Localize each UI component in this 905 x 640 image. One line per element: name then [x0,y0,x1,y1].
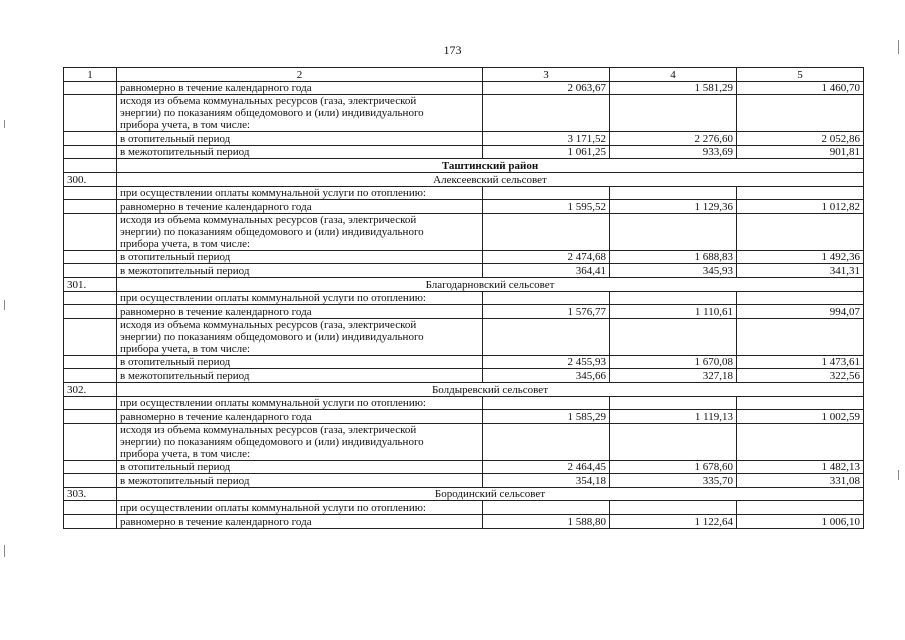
empty-cell [610,501,737,515]
value-col4-cell: 327,18 [610,369,737,383]
value-col5-cell: 1 460,70 [737,81,864,95]
value-col4-cell: 1 688,83 [610,250,737,264]
value-col3-cell: 1 576,77 [483,305,610,319]
empty-cell [610,318,737,355]
table-row [64,460,864,474]
row-number-cell [64,501,117,515]
empty-cell [737,291,864,305]
value-col4-cell: 335,70 [610,474,737,488]
value-col5-cell: 322,56 [737,369,864,383]
table-row [64,95,864,132]
empty-cell [483,213,610,250]
empty-cell [610,396,737,410]
row-number-cell [64,515,117,529]
row-number-cell: 302. [64,382,117,396]
row-label-cell [117,213,483,250]
table-row [64,410,864,424]
value-col4-cell: 1 122,64 [610,515,737,529]
row-number-cell [64,474,117,488]
table-row [64,355,864,369]
row-label-cell: в отопительный период [117,355,483,369]
table-row [64,318,864,355]
value-col4-cell: 345,93 [610,264,737,278]
empty-cell [737,423,864,460]
section-title-cell: Бородинский сельсовет [117,487,864,501]
column-header-5: 5 [737,68,864,82]
value-col4-cell: 1 581,29 [610,81,737,95]
row-label-cell: в отопительный период [117,250,483,264]
label-line: энергии) по показаниям общедомового и (или) индивидуального [120,225,424,238]
value-col5-cell: 1 492,36 [737,250,864,264]
scan-mark-left [4,300,5,310]
section-title-cell: Алексеевский сельсовет [117,172,864,186]
label-line: исходя из объема коммунальных ресурсов (газа, электрической [120,423,417,436]
value-col5-cell: 1 473,61 [737,355,864,369]
table-row [64,423,864,460]
label-line: исходя из объема коммунальных ресурсов (газа, электрической [120,213,417,226]
table-row [64,132,864,146]
value-col3-cell: 2 063,67 [483,81,610,95]
row-label-cell [117,318,483,355]
value-col3-cell: 3 171,52 [483,132,610,146]
row-number-cell [64,95,117,132]
value-col5-cell: 1 012,82 [737,200,864,214]
value-col4-cell: 1 670,08 [610,355,737,369]
empty-cell [610,95,737,132]
row-label-cell: в межотопительный период [117,145,483,159]
empty-cell [483,501,610,515]
empty-cell [483,318,610,355]
row-number-cell [64,132,117,146]
label-line: энергии) по показаниям общедомового и (или) индивидуального [120,435,424,448]
row-number-cell [64,460,117,474]
scan-mark-right [898,40,899,54]
row-label-cell [117,95,483,132]
value-col4-cell: 2 276,60 [610,132,737,146]
empty-cell [610,186,737,200]
empty-cell [483,423,610,460]
value-col3-cell: 1 061,25 [483,145,610,159]
scan-mark-left [4,120,5,128]
label-line: исходя из объема коммунальных ресурсов (газа, электрической [120,318,417,331]
empty-cell [483,396,610,410]
row-number-cell [64,355,117,369]
value-col5-cell: 1 002,59 [737,410,864,424]
value-col3-cell: 2 474,68 [483,250,610,264]
section-title-cell: Болдыревский сельсовет [117,382,864,396]
empty-cell [737,501,864,515]
row-number-cell: 303. [64,487,117,501]
value-col3-cell: 1 588,80 [483,515,610,529]
tariff-table [63,67,864,529]
row-label-cell: равномерно в течение календарного года [117,200,483,214]
value-col4-cell: 1 119,13 [610,410,737,424]
row-label-cell: равномерно в течение календарного года [117,410,483,424]
value-col5-cell: 331,08 [737,474,864,488]
value-col3-cell: 345,66 [483,369,610,383]
row-number-cell [64,318,117,355]
empty-cell [737,318,864,355]
empty-cell [737,95,864,132]
row-label-cell: при осуществлении оплаты коммунальной услуги по отоплению: [117,186,483,200]
row-label-cell: при осуществлении оплаты коммунальной услуги по отоплению: [117,501,483,515]
label-line: энергии) по показаниям общедомового и (или) индивидуального [120,330,424,343]
value-col5-cell: 994,07 [737,305,864,319]
row-number-cell [64,81,117,95]
value-col5-cell: 341,31 [737,264,864,278]
row-label-cell: при осуществлении оплаты коммунальной услуги по отоплению: [117,396,483,410]
table-row [64,515,864,529]
row-number-cell [64,186,117,200]
label-line: прибора учета, в том числе: [120,119,251,132]
table-row [64,291,864,305]
row-label-cell: равномерно в течение календарного года [117,81,483,95]
value-col3-cell: 1 585,29 [483,410,610,424]
empty-cell [483,186,610,200]
empty-cell [737,186,864,200]
table-row [64,277,864,291]
table-row [64,487,864,501]
empty-cell [483,95,610,132]
row-label-cell: в отопительный период [117,132,483,146]
row-number-cell: 300. [64,172,117,186]
value-col5-cell: 1 006,10 [737,515,864,529]
value-col5-cell: 1 482,13 [737,460,864,474]
row-number-cell [64,250,117,264]
row-label-cell [117,423,483,460]
header-row [64,68,864,82]
column-header-4: 4 [610,68,737,82]
row-number-cell: 301. [64,277,117,291]
row-number-cell [64,369,117,383]
empty-cell [610,291,737,305]
value-col3-cell: 2 464,45 [483,460,610,474]
value-col4-cell: 1 129,36 [610,200,737,214]
table-row [64,396,864,410]
value-col5-cell: 901,81 [737,145,864,159]
table-row [64,213,864,250]
row-label-cell: в межотопительный период [117,474,483,488]
scan-mark-left [4,545,5,557]
value-col3-cell: 1 595,52 [483,200,610,214]
value-col4-cell: 1 110,61 [610,305,737,319]
section-title-cell: Благодарновский сельсовет [117,277,864,291]
empty-cell [610,423,737,460]
label-line: прибора учета, в том числе: [120,342,251,355]
table-row [64,382,864,396]
district-title-cell: Таштинский район [117,159,864,173]
row-label-cell: равномерно в течение календарного года [117,305,483,319]
row-number-cell [64,213,117,250]
value-col4-cell: 933,69 [610,145,737,159]
table-row [64,81,864,95]
table-row [64,474,864,488]
empty-cell [483,291,610,305]
label-line: прибора учета, в том числе: [120,447,251,460]
row-number-cell [64,159,117,173]
label-line: исходя из объема коммунальных ресурсов (газа, электрической [120,95,417,108]
table-row [64,305,864,319]
row-number-cell [64,291,117,305]
value-col3-cell: 364,41 [483,264,610,278]
row-label-cell: в межотопительный период [117,264,483,278]
column-header-3: 3 [483,68,610,82]
empty-cell [737,396,864,410]
table-row [64,145,864,159]
table-row [64,250,864,264]
value-col4-cell: 1 678,60 [610,460,737,474]
empty-cell [737,213,864,250]
row-number-cell [64,305,117,319]
table-row [64,172,864,186]
row-number-cell [64,145,117,159]
column-header-2: 2 [117,68,483,82]
table-row [64,159,864,173]
value-col3-cell: 354,18 [483,474,610,488]
label-line: энергии) по показаниям общедомового и (или) индивидуального [120,107,424,120]
table-row [64,501,864,515]
table-row [64,264,864,278]
table-row [64,200,864,214]
row-label-cell: в межотопительный период [117,369,483,383]
row-label-cell: в отопительный период [117,460,483,474]
table-row [64,369,864,383]
row-number-cell [64,410,117,424]
label-line: прибора учета, в том числе: [120,237,251,250]
row-number-cell [64,264,117,278]
row-label-cell: при осуществлении оплаты коммунальной услуги по отоплению: [117,291,483,305]
row-number-cell [64,423,117,460]
page-number: 173 [443,43,462,57]
scan-mark-right [898,470,899,480]
value-col3-cell: 2 455,93 [483,355,610,369]
value-col5-cell: 2 052,86 [737,132,864,146]
row-number-cell [64,200,117,214]
empty-cell [610,213,737,250]
row-number-cell [64,396,117,410]
column-header-1: 1 [64,68,117,82]
row-label-cell: равномерно в течение календарного года [117,515,483,529]
table-row [64,186,864,200]
